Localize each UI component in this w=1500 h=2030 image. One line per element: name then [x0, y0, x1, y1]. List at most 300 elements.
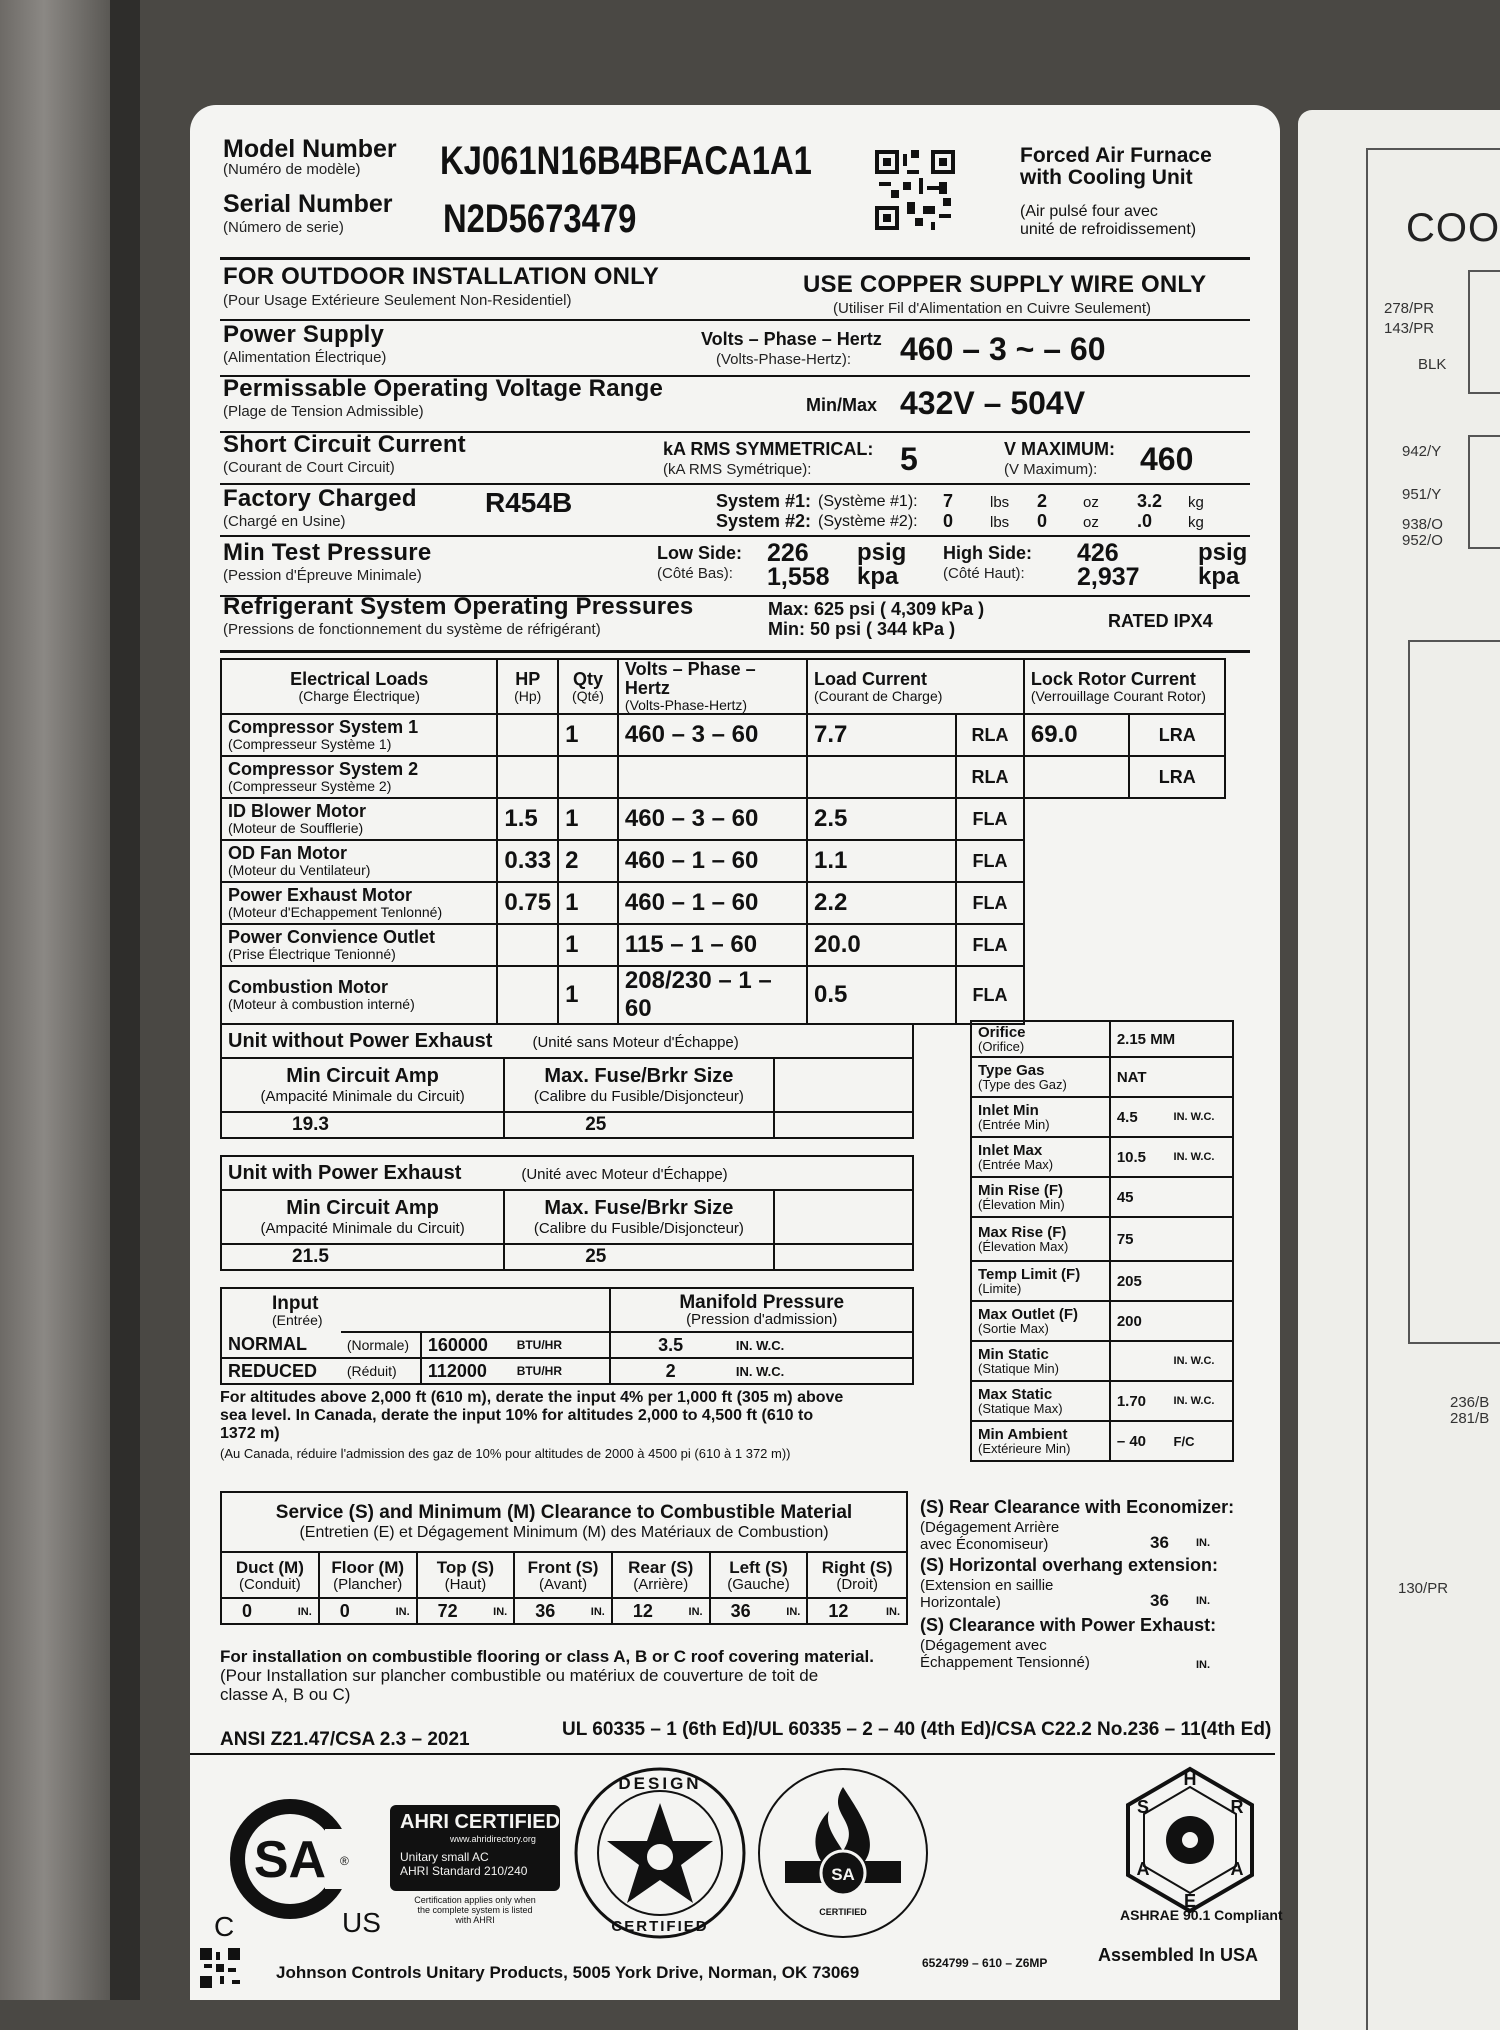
csa-flame-logo-icon [755, 1765, 931, 1941]
assembled-in-usa: Assembled In USA [1098, 1945, 1259, 1965]
note-line: Échappement Tensionné) [920, 1654, 1090, 1671]
short-circuit-label: Short Circuit Current [223, 431, 466, 458]
load-name-cell: Power Exhaust Motor (Moteur d'Echappement Tenlonné) [221, 882, 497, 924]
altitude-note-line: sea level. In Canada, derate the input 10% for altitudes 2,000 to 4,500 ft (610 to [220, 1407, 814, 1424]
wire-label: 130/PR [1398, 1580, 1449, 1597]
outdoor-installation-notice: FOR OUTDOOR INSTALLATION ONLY [223, 263, 660, 290]
altitude-note-line: For altitudes above 2,000 ft (610 m), derate the input 4% per 1,000 ft (305 m) above [220, 1389, 844, 1406]
ashrae-caption: ASHRAE 90.1 Compliant [1120, 1907, 1283, 1923]
table-row [221, 1288, 913, 1332]
btu-unit: BTU/HR [511, 1358, 611, 1384]
system1-label-fr: (Système #1): [818, 493, 918, 510]
empty-cell [1024, 882, 1225, 924]
qty-cell: 1 [558, 714, 618, 756]
ashrae-letter: A [1136, 1859, 1150, 1879]
table-row [971, 1261, 1233, 1301]
model-number-label-fr: (Numéro de modèle) [223, 161, 361, 178]
gas-spec-value: – 40 [1110, 1421, 1168, 1461]
table-row [221, 1358, 913, 1384]
voltage-range-value: 432V – 504V [900, 385, 1086, 421]
wiring-diagram-sheet [1298, 110, 1500, 2030]
system2-oz: 0 [1037, 511, 1048, 531]
min-test-pressure-label-fr: (Pession d'Épreuve Minimale) [223, 567, 422, 584]
svg-text:SA: SA [831, 1865, 855, 1884]
note-line: avec Économiseur) [920, 1536, 1049, 1553]
svg-text:®: ® [340, 1854, 349, 1868]
table-row [971, 1057, 1233, 1097]
table-row [221, 1244, 913, 1270]
note-line: (Dégagement avec [920, 1637, 1047, 1654]
ka-rms-value: 5 [900, 441, 918, 477]
v-maximum-label-fr: (V Maximum): [1004, 461, 1098, 478]
ashrae-letter: S [1136, 1797, 1150, 1817]
psig-unit: psig [1198, 539, 1248, 566]
gas-spec-label: Min Ambient (Extérieure Min) [971, 1421, 1110, 1461]
operating-pressures-label: Refrigerant System Operating Pressures [223, 593, 694, 620]
wire-label: BLK [1418, 356, 1447, 373]
table-row [971, 1341, 1233, 1381]
lrc-cell [1024, 756, 1130, 798]
kpa-unit: kpa [1198, 563, 1240, 590]
v-maximum-value: 460 [1140, 441, 1194, 477]
voltage-range-label: Permissable Operating Voltage Range [223, 375, 664, 402]
current-type-cell: FLA [956, 840, 1024, 882]
manufacturer-address: Johnson Controls Unitary Products, 5005 York Drive, Norman, OK 73069 [276, 1963, 860, 1982]
without-exhaust-table [220, 1023, 914, 1139]
table-row [971, 1301, 1233, 1341]
wire-label: 278/PR [1384, 300, 1435, 317]
gas-spec-value: 45 [1110, 1177, 1233, 1217]
manifold-pressure-header: Manifold Pressure (Pression d'admission) [610, 1288, 913, 1332]
kpa-unit: kpa [857, 563, 899, 590]
column-header: Volts – Phase – Hertz (Volts-Phase-Hertz) [618, 659, 807, 714]
qty-cell: 1 [558, 882, 618, 924]
clearance-col-header: Front (S) (Avant) [514, 1552, 612, 1598]
table-row [221, 1058, 913, 1112]
empty-cell [774, 1190, 913, 1244]
system2-lbs: 0 [943, 511, 954, 531]
oz-unit: oz [1083, 514, 1099, 531]
reduced-manifold-value: 2 [610, 1358, 729, 1384]
wire-label: 951/Y [1402, 486, 1442, 503]
overhang-clearance-fr [920, 1577, 1053, 1611]
min-circuit-amp-header: Min Circuit Amp (Ampacité Minimale du Circuit) [221, 1190, 504, 1244]
ahri-certified-logo-icon [390, 1805, 560, 1891]
wire-label: 938/O [1402, 516, 1443, 533]
gas-spec-value: NAT [1110, 1057, 1233, 1097]
gas-spec-label: Min Static (Statique Min) [971, 1341, 1110, 1381]
operating-pressures-label-fr: (Pressions de fonctionnement du système de réfrigérant) [223, 621, 601, 638]
with-exhaust-table [220, 1155, 914, 1271]
current-cell: 1.1 [807, 840, 956, 882]
ashrae-letter: E [1183, 1891, 1197, 1911]
qty-cell: 2 [558, 840, 618, 882]
psig-unit: psig [857, 539, 907, 566]
load-name-cell: ID Blower Motor (Moteur de Soufflerie) [221, 798, 497, 840]
flooring-note [220, 1647, 874, 1704]
gas-spec-value: 10.5 [1110, 1137, 1168, 1177]
table-row [221, 1598, 907, 1624]
wire-label: 942/Y [1402, 443, 1442, 460]
table-row [971, 1381, 1233, 1421]
table-row [221, 1552, 907, 1598]
table-row [221, 756, 1225, 798]
current-cell: 2.2 [807, 882, 956, 924]
copper-wire-notice: USE COPPER SUPPLY WIRE ONLY [803, 271, 1207, 298]
outdoor-installation-notice-fr: (Pour Usage Extérieure Seulement Non-Residentiel) [223, 292, 572, 309]
clearance-value-cell: 36 IN. [514, 1598, 612, 1624]
part-number: 6524799 – 610 – Z6MP [922, 1956, 1048, 1970]
wire-label: 952/O [1402, 532, 1443, 549]
min-circuit-amp-header: Min Circuit Amp (Ampacité Minimale du Circuit) [221, 1058, 504, 1112]
table-row [221, 840, 1225, 882]
vph-cell: 460 – 1 – 60 [618, 882, 807, 924]
current-type-cell: RLA [956, 756, 1024, 798]
gas-spec-unit: IN. W.C. [1168, 1097, 1233, 1137]
rating-plate [190, 105, 1283, 2000]
high-side-label: High Side: [943, 543, 1032, 563]
lrc-unit-cell: LRA [1129, 714, 1225, 756]
altitude-note [220, 1389, 843, 1443]
empty-cell [1024, 966, 1225, 1024]
max-fuse-value: 25 [504, 1244, 773, 1270]
gas-spec-unit: IN. W.C. [1168, 1137, 1233, 1177]
current-cell: 2.5 [807, 798, 956, 840]
column-header: Load Current (Courant de Charge) [807, 659, 1024, 714]
factory-charged-label: Factory Charged [223, 485, 417, 512]
current-cell: 0.5 [807, 966, 956, 1024]
min-circuit-amp-value: 19.3 [221, 1112, 504, 1138]
product-title-line: Forced Air Furnace [1020, 144, 1212, 167]
voltage-range-label-fr: (Plage de Tension Admissible) [223, 403, 424, 420]
vph-cell: 208/230 – 1 – 60 [618, 966, 807, 1024]
empty-cell [774, 1058, 913, 1112]
low-side-label: Low Side: [657, 543, 742, 563]
gas-spec-label: Max Static (Statique Max) [971, 1381, 1110, 1421]
gas-spec-value: 200 [1110, 1301, 1233, 1341]
overhang-clearance-label: (S) Horizontal overhang extension: [920, 1555, 1219, 1575]
product-title [1020, 145, 1212, 189]
current-type-cell: FLA [956, 798, 1024, 840]
product-title-fr [1020, 203, 1196, 239]
empty-cell [774, 1112, 913, 1138]
model-number-label: Model Number [223, 135, 397, 163]
load-name-cell: Compressor System 2 (Compresseur Système 2) [221, 756, 497, 798]
altitude-note-fr: (Au Canada, réduire l'admission des gaz de 10% pour altitudes de 2000 à 4500 pi (610 à 1 372 m)) [220, 1446, 791, 1461]
inch-unit: IN. [1196, 1595, 1211, 1607]
power-supply-value: 460 – 3 ~ – 60 [900, 331, 1106, 367]
ip-rating: RATED IPX4 [1108, 611, 1213, 631]
gas-spec-label: Orifice (Orifice) [971, 1021, 1110, 1057]
gas-spec-label: Type Gas (Type des Gaz) [971, 1057, 1110, 1097]
column-header: Qty (Qté) [558, 659, 618, 714]
lbs-unit: lbs [990, 514, 1010, 531]
operating-pressure-min: Min: 50 psi ( 344 kPa ) [768, 619, 956, 639]
empty-cell [1024, 924, 1225, 966]
clearance-value-cell: 12 IN. [612, 1598, 710, 1624]
empty-cell [774, 1244, 913, 1270]
btu-unit: BTU/HR [511, 1332, 611, 1358]
lrc-cell: 69.0 [1024, 714, 1130, 756]
clearance-col-header: Left (S) (Gauche) [710, 1552, 808, 1598]
electrical-loads-table [220, 658, 1226, 1025]
gas-spec-label: Min Rise (F) (Élevation Min) [971, 1177, 1110, 1217]
hp-cell: 0.33 [497, 840, 558, 882]
ahri-title: AHRI CERTIFIED [400, 1811, 560, 1833]
divider [220, 535, 1250, 537]
clearance-col-header: Rear (S) (Arrière) [612, 1552, 710, 1598]
table-row [221, 714, 1225, 756]
product-title-fr-line: (Air pulsé four avec [1020, 203, 1158, 220]
power-vph-label: Volts – Phase – Hertz [701, 329, 882, 349]
gas-spec-label: Max Outlet (F) (Sortie Max) [971, 1301, 1110, 1341]
gas-spec-unit: F/C [1168, 1421, 1233, 1461]
table-row [221, 1190, 913, 1244]
power-exhaust-clearance-fr [920, 1637, 1090, 1671]
system1-oz: 2 [1037, 491, 1048, 511]
normal-label: NORMAL [221, 1332, 341, 1358]
normal-manifold-value: 3.5 [610, 1332, 729, 1358]
system2-label-fr: (Système #2): [818, 513, 918, 530]
gas-spec-value: 205 [1110, 1261, 1233, 1301]
serial-number-value: N2D5673479 [443, 197, 637, 241]
background-metal-left [0, 0, 110, 2000]
gas-spec-value [1110, 1341, 1168, 1381]
system1-lbs: 7 [943, 491, 954, 511]
flooring-note-line: (Pour Installation sur plancher combustible ou matériux de couverture de toit de [220, 1666, 819, 1685]
ka-rms-label: kA RMS SYMMETRICAL: [663, 439, 874, 459]
terminal-block [1468, 270, 1500, 394]
input-table [220, 1287, 914, 1385]
divider [220, 650, 1250, 653]
table-row [221, 1492, 907, 1552]
vph-cell: 460 – 3 – 60 [618, 798, 807, 840]
load-name-cell: Power Convience Outlet (Prise Électrique Tenionné) [221, 924, 497, 966]
ul-standard: UL 60335 – 1 (6th Ed)/UL 60335 – 2 – 40 (4th Ed)/CSA C22.2 No.236 – 11(4th Ed) [562, 1719, 1272, 1740]
model-number-value: KJ061N16B4BFACA1A1 [440, 139, 812, 183]
clearance-value-cell: 72 IN. [417, 1598, 515, 1624]
hp-cell: 0.75 [497, 882, 558, 924]
without-exhaust-title: Unit without Power Exhaust (Unité sans Moteur d'Échappe) [221, 1024, 913, 1058]
gas-spec-label: Inlet Min (Entrée Min) [971, 1097, 1110, 1137]
clearance-title: Service (S) and Minimum (M) Clearance to Combustible Material (Entretien (E) et Dégagement Minimum (M) des Matériaux de Combustion) [221, 1492, 907, 1552]
terminal-block [1468, 435, 1500, 549]
clearance-table [220, 1491, 908, 1625]
clearance-col-header: Duct (M) (Conduit) [221, 1552, 319, 1598]
lrc-unit-cell: LRA [1129, 756, 1225, 798]
clearance-col-header: Top (S) (Haut) [417, 1552, 515, 1598]
table-row [971, 1021, 1233, 1057]
oz-unit: oz [1083, 494, 1099, 511]
voltage-minmax-label: Min/Max [806, 395, 878, 415]
power-exhaust-clearance-label: (S) Clearance with Power Exhaust: [920, 1615, 1217, 1635]
ashrae-logo-icon [1115, 1765, 1265, 1915]
current-type-cell: FLA [956, 882, 1024, 924]
table-row [221, 924, 1225, 966]
serial-number-label-fr: (Número de serie) [223, 219, 344, 236]
load-name-cell: Combustion Motor (Moteur à combustion interné) [221, 966, 497, 1024]
divider [220, 257, 1250, 260]
overhang-clearance-value: 36 [1150, 1591, 1169, 1610]
system2-label: System #2: [716, 511, 812, 531]
with-exhaust-title: Unit with Power Exhaust (Unité avec Moteur d'Échappe) [221, 1156, 913, 1190]
ashrae-letter: H [1183, 1769, 1197, 1789]
max-fuse-header: Max. Fuse/Brkr Size (Calibre du Fusible/Disjoncteur) [504, 1058, 773, 1112]
flooring-note-line: For installation on combustible flooring or class A, B or C roof covering material. [220, 1647, 874, 1666]
column-header: Electrical Loads (Charge Électrique) [221, 659, 497, 714]
vph-cell: 460 – 1 – 60 [618, 840, 807, 882]
qr-code-icon [875, 150, 955, 230]
power-vph-label-fr: (Volts-Phase-Hertz): [716, 351, 852, 368]
design-logo-bottom-text: CERTIFIED [611, 1918, 709, 1935]
diagram-region [1408, 640, 1500, 1344]
short-circuit-label-fr: (Courant de Court Circuit) [223, 459, 395, 476]
rear-economizer-clearance-fr [920, 1519, 1059, 1553]
qty-cell: 1 [558, 798, 618, 840]
product-title-fr-line: unité de refroidissement) [1020, 221, 1197, 238]
gas-spec-unit: IN. W.C. [1168, 1341, 1233, 1381]
note-line: (Dégagement Arrière [920, 1519, 1060, 1536]
max-fuse-value: 25 [504, 1112, 773, 1138]
table-header-row [221, 659, 1225, 714]
current-cell: 20.0 [807, 924, 956, 966]
rear-economizer-clearance-label: (S) Rear Clearance with Economizer: [920, 1497, 1235, 1517]
table-row [221, 1156, 913, 1190]
ahri-line: Unitary small AC [400, 1850, 489, 1864]
factory-charged-label-fr: (Chargé en Usine) [223, 513, 346, 530]
gas-specs-table [970, 1020, 1234, 1462]
reduced-label: REDUCED [221, 1358, 341, 1384]
ahri-note-line: with AHRI [455, 1915, 495, 1925]
high-side-label-fr: (Côté Haut): [943, 565, 1025, 582]
rear-economizer-clearance-value: 36 [1150, 1533, 1169, 1552]
design-certified-logo-icon [572, 1765, 748, 1941]
wiring-diagram-title: COO [1406, 206, 1500, 250]
note-line: Horizontale) [920, 1594, 1001, 1611]
table-row [971, 1137, 1233, 1177]
current-type-cell: FLA [956, 966, 1024, 1024]
note-line: (Extension en saillie [920, 1577, 1054, 1594]
ahri-url: www.ahridirectory.org [450, 1834, 536, 1844]
gas-spec-label: Temp Limit (F) (Limite) [971, 1261, 1110, 1301]
qty-cell: 1 [558, 966, 618, 1024]
table-row [221, 966, 1225, 1024]
normal-label-fr: (Normale) [341, 1332, 421, 1358]
copper-wire-notice-fr: (Utiliser Fil d'Alimentation en Cuivre Seulement) [833, 300, 1151, 317]
ansi-standard: ANSI Z21.47/CSA 2.3 – 2021 [220, 1729, 470, 1750]
power-supply-label: Power Supply [223, 321, 385, 348]
wire-label: 281/B [1450, 1410, 1490, 1427]
high-side-psig: 426 [1077, 539, 1119, 567]
system1-kg: 3.2 [1137, 491, 1163, 511]
serial-number-label: Serial Number [223, 190, 393, 218]
low-side-label-fr: (Côté Bas): [657, 565, 733, 582]
high-side-kpa: 2,937 [1077, 563, 1140, 591]
table-row [971, 1217, 1233, 1261]
max-fuse-header: Max. Fuse/Brkr Size (Calibre du Fusible/Disjoncteur) [504, 1190, 773, 1244]
wire-label: 143/PR [1384, 320, 1435, 337]
refrigerant-type: R454B [485, 487, 573, 518]
system1-label: System #1: [716, 491, 812, 511]
lbs-unit: lbs [990, 494, 1010, 511]
gas-spec-value: 2.15 MM [1110, 1021, 1233, 1057]
table-row [221, 1112, 913, 1138]
ahri-note-line: the complete system is listed [417, 1905, 533, 1915]
load-name-cell: Compressor System 1 (Compresseur Système 1) [221, 714, 497, 756]
background-shadow [110, 0, 140, 2000]
hp-cell [497, 714, 558, 756]
gas-spec-unit: IN. W.C. [1168, 1381, 1233, 1421]
table-row [221, 1024, 913, 1058]
hp-cell: 1.5 [497, 798, 558, 840]
low-side-psig: 226 [767, 539, 809, 567]
inwc-unit: IN. W.C. [730, 1332, 913, 1358]
table-row [221, 798, 1225, 840]
load-name-cell: OD Fan Motor (Moteur du Ventilateur) [221, 840, 497, 882]
gas-spec-label: Max Rise (F) (Élevation Max) [971, 1217, 1110, 1261]
kg-unit: kg [1188, 514, 1204, 531]
v-maximum-label: V MAXIMUM: [1004, 439, 1115, 459]
input-header: Input (Entrée) [221, 1288, 610, 1332]
qty-cell: 1 [558, 924, 618, 966]
vph-cell: 460 – 3 – 60 [618, 714, 807, 756]
current-cell [807, 756, 956, 798]
system2-kg: .0 [1137, 511, 1153, 531]
column-header: HP (Hp) [497, 659, 558, 714]
kg-unit: kg [1188, 494, 1204, 511]
vph-cell: 115 – 1 – 60 [618, 924, 807, 966]
inch-unit: IN. [1196, 1537, 1211, 1549]
clearance-value-cell: 12 IN. [807, 1598, 907, 1624]
vph-cell [618, 756, 807, 798]
gas-spec-value: 4.5 [1110, 1097, 1168, 1137]
divider [190, 1753, 1275, 1755]
current-cell: 7.7 [807, 714, 956, 756]
column-header: Lock Rotor Current (Verrouillage Courant Rotor) [1024, 659, 1225, 714]
table-row [221, 882, 1225, 924]
normal-btu-value: 160000 [421, 1332, 511, 1358]
table-row [971, 1097, 1233, 1137]
reduced-label-fr: (Réduit) [341, 1358, 421, 1384]
ahri-note [400, 1895, 550, 1925]
ahri-line: AHRI Standard 210/240 [400, 1864, 528, 1878]
altitude-note-line: 1372 m) [220, 1425, 280, 1442]
gas-spec-value: 75 [1110, 1217, 1233, 1261]
min-test-pressure-label: Min Test Pressure [223, 539, 432, 566]
table-row [971, 1421, 1233, 1461]
csa-us-mark: US [342, 1907, 381, 1938]
min-circuit-amp-value: 21.5 [221, 1244, 504, 1270]
table-row [221, 1332, 913, 1358]
flooring-note-line: classe A, B ou C) [220, 1685, 351, 1704]
ashrae-letter: R [1230, 1797, 1244, 1817]
ashrae-letter: A [1230, 1859, 1244, 1879]
hp-cell [497, 924, 558, 966]
product-title-line: with Cooling Unit [1020, 166, 1193, 189]
csa-c-mark: C [214, 1911, 235, 1942]
design-logo-top-text: DESIGN [618, 1774, 702, 1793]
current-type-cell: RLA [956, 714, 1024, 756]
gas-spec-label: Inlet Max (Entrée Max) [971, 1137, 1110, 1177]
ka-rms-label-fr: (kA RMS Symétrique): [663, 461, 812, 478]
bottom-qr-code-icon [200, 1948, 240, 1988]
qty-cell [558, 756, 618, 798]
hp-cell [497, 756, 558, 798]
empty-cell [1024, 840, 1225, 882]
clearance-value-cell: 0 IN. [221, 1598, 319, 1624]
wire-label: 236/B [1450, 1394, 1490, 1411]
table-row [971, 1177, 1233, 1217]
